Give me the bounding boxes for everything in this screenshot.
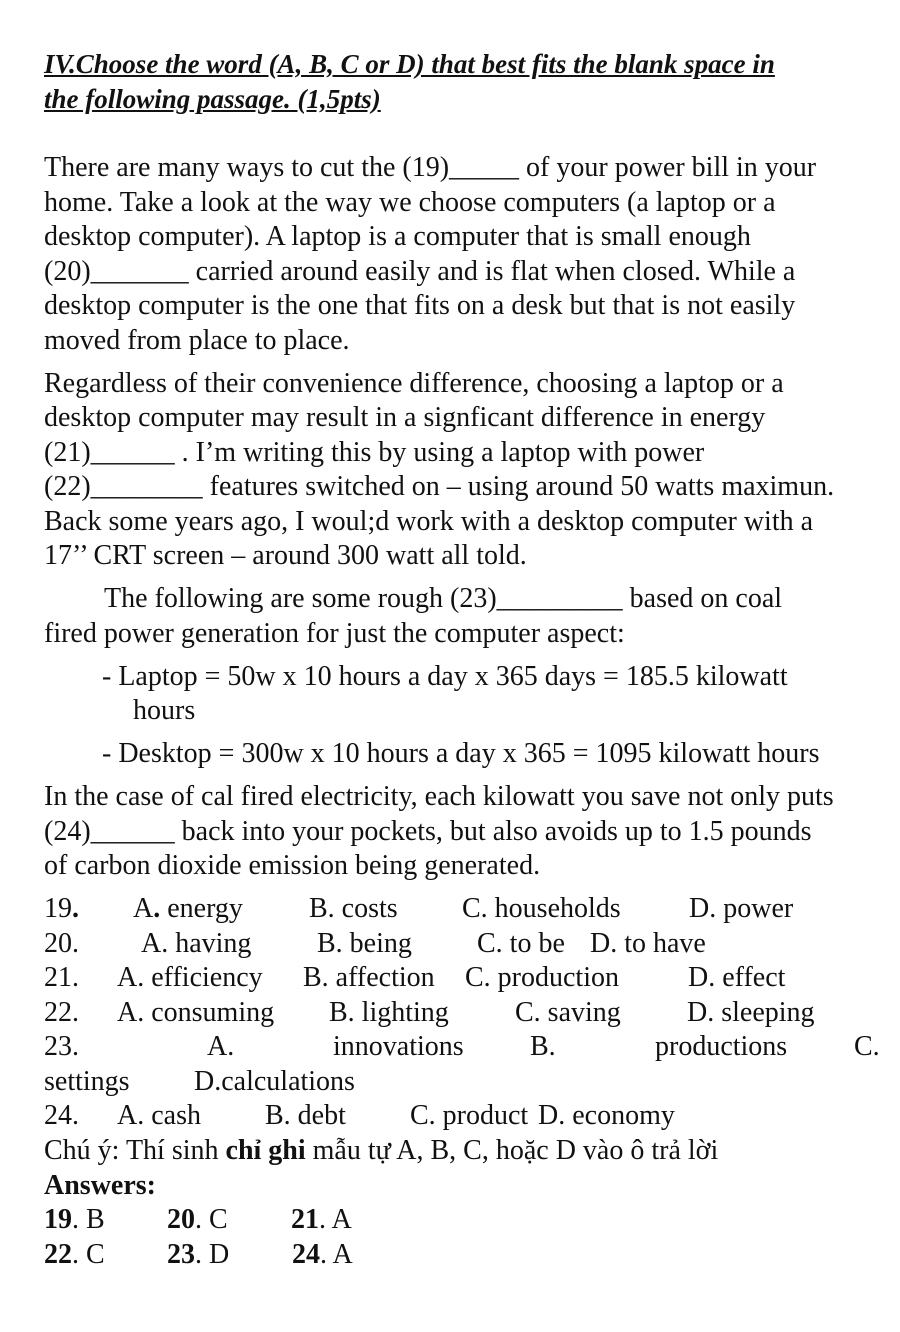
option-a-letter: A. [207,1031,235,1062]
question-number: 22. [44,997,79,1028]
answer-item: 19. B [44,1204,105,1235]
answer-item: 20. C [167,1204,228,1235]
option-b-text: productions [655,1031,788,1062]
option-d: D. effect [688,962,786,993]
passage-line: (21)______ . I’m writing this by using a laptop with power [44,437,705,468]
passage-line: (24)______ back into your pockets, but also avoids up to 1.5 pounds [44,816,812,847]
instruction-note: Chú ý: Thí sinh chỉ ghi mẫu tự A, B, C, hoặc D vào ô trả lời [44,1135,719,1166]
option-d: D. to have [590,928,706,959]
question-number: 20. [44,928,79,959]
option-d: D. economy [538,1100,675,1131]
bullet-desktop: - Desktop = 300w x 10 hours a day x 365 = 1095 kilowatt hours [102,738,820,769]
option-c-text: settings [44,1066,130,1097]
answers-title: Answers: [44,1170,156,1201]
question-number: 21. [44,962,79,993]
section-heading [44,47,884,117]
option-b: B. lighting [329,997,449,1028]
option-d: D. power [689,893,794,924]
option-c: C. to be [477,928,565,959]
option-d: D.calculations [194,1066,355,1097]
answer-item: 23. D [167,1239,230,1270]
passage-line: There are many ways to cut the (19)_____ of your power bill in your [44,152,817,183]
passage-line: Regardless of their convenience difference, choosing a laptop or a [44,368,784,399]
option-b-letter: B. [530,1031,556,1062]
option-a-text: innovations [333,1031,464,1062]
passage-line: Back some years ago, I woul;d work with a desktop computer with a [44,506,814,537]
option-b: B. being [317,928,412,959]
option-c: C. households [462,893,621,924]
answer-item: 22. C [44,1239,105,1270]
option-d: D. sleeping [687,997,815,1028]
option-b: B. debt [265,1100,346,1131]
passage-line: moved from place to place. [44,325,350,356]
question-number: 23. [44,1031,79,1062]
option-a: A. energy [133,893,243,924]
passage-line: 17’’ CRT screen – around 300 watt all told. [44,540,527,571]
passage-line: of carbon dioxide emission being generated. [44,850,541,881]
option-c: C. saving [515,997,621,1028]
option-b: B. costs [309,893,398,924]
bullet-laptop: - Laptop = 50w x 10 hours a day x 365 days = 185.5 kilowatt [102,661,788,692]
passage-line: The following are some rough (23)_________ based on coal [104,583,783,614]
option-a: A. efficiency [117,962,263,993]
option-c: C. product [410,1100,529,1131]
passage-line: desktop computer is the one that fits on a desk but that is not easily [44,290,796,321]
passage-line: (22)________ features switched on – using around 50 watts maximun. [44,471,835,502]
passage-line: (20)_______ carried around easily and is flat when closed. While a [44,256,796,287]
option-a: A. having [141,928,252,959]
option-b: B. affection [303,962,435,993]
heading-line-1: IV.Choose the word (A, B, C or D) that best fits the blank space in [44,49,775,79]
passage-line: fired power generation for just the computer aspect: [44,618,625,649]
option-c: C. production [465,962,619,993]
question-number: 24. [44,1100,79,1131]
option-a: A. cash [117,1100,201,1131]
answer-item: 24. A [292,1239,353,1270]
passage-line: desktop computer). A laptop is a computer that is small enough [44,221,751,252]
question-number: 19 [44,893,72,924]
passage-line: In the case of cal fired electricity, each kilowatt you save not only puts [44,781,834,812]
passage-line: desktop computer may result in a signficant difference in energy [44,402,766,433]
option-a: A. consuming [117,997,275,1028]
option-c-letter: C. [854,1031,880,1062]
answer-item: 21. A [291,1204,352,1235]
bullet-laptop-cont: hours [133,695,196,726]
heading-line-2: the following passage. (1,5pts) [44,84,381,114]
worksheet-page: IV.Choose the word (A, B, C or D) that best fits the blank space in the following passage. (1,5pts) There are many ways to cut the (19)_____ of your power bill in your home. Take a look at the way we choose computers (a laptop or a desktop computer). A laptop is a computer that is small enough (20)_______ carried around easily and is flat when closed. While a desktop computer is the one that fits on a desk but that is not easily moved from place to place. Regardless of their convenience difference, choosing a laptop or a desktop computer may result in a signficant difference in energy (21)______ . I’m writing this by using a laptop with power (22)________ features switched on – using around 50 watts maximun. Back some years ago, I woul;d work with a desktop computer with a 17’’ CRT screen – around 300 watt all told. The following are some rough (23)_________ based on coal fired power generation for just the computer aspect: - Laptop = 50w x 10 hours a day x 365 days = 185.5 kilowatt hours - Desktop = 300w x 10 hours a day x 365 = 1095 kilowatt hours In the case of cal fired electricity, each kilowatt you save not only puts (24)______ back into your pockets, but also avoids up to 1.5 pounds of carbon dioxide emission being generated. 19. A. energy B. costs C. households D. power 20. A. having B. being C. to be D. to have 21. A. efficiency B. affection C. production D. effect 22. A. consuming B. lighting C. saving D. sleeping 23. A. innovations B. productions C. settings D.calculations 24. A. cash B. debt C. product D. economy Chú ý: Thí sinh chỉ ghi mẫu tự A, B, C, hoặc D vào ô trả lời Answers: 19. B 20. C 21. A 22. C 23. D 24. A [0,0,900,1332]
passage-line: home. Take a look at the way we choose computers (a laptop or a [44,187,776,218]
